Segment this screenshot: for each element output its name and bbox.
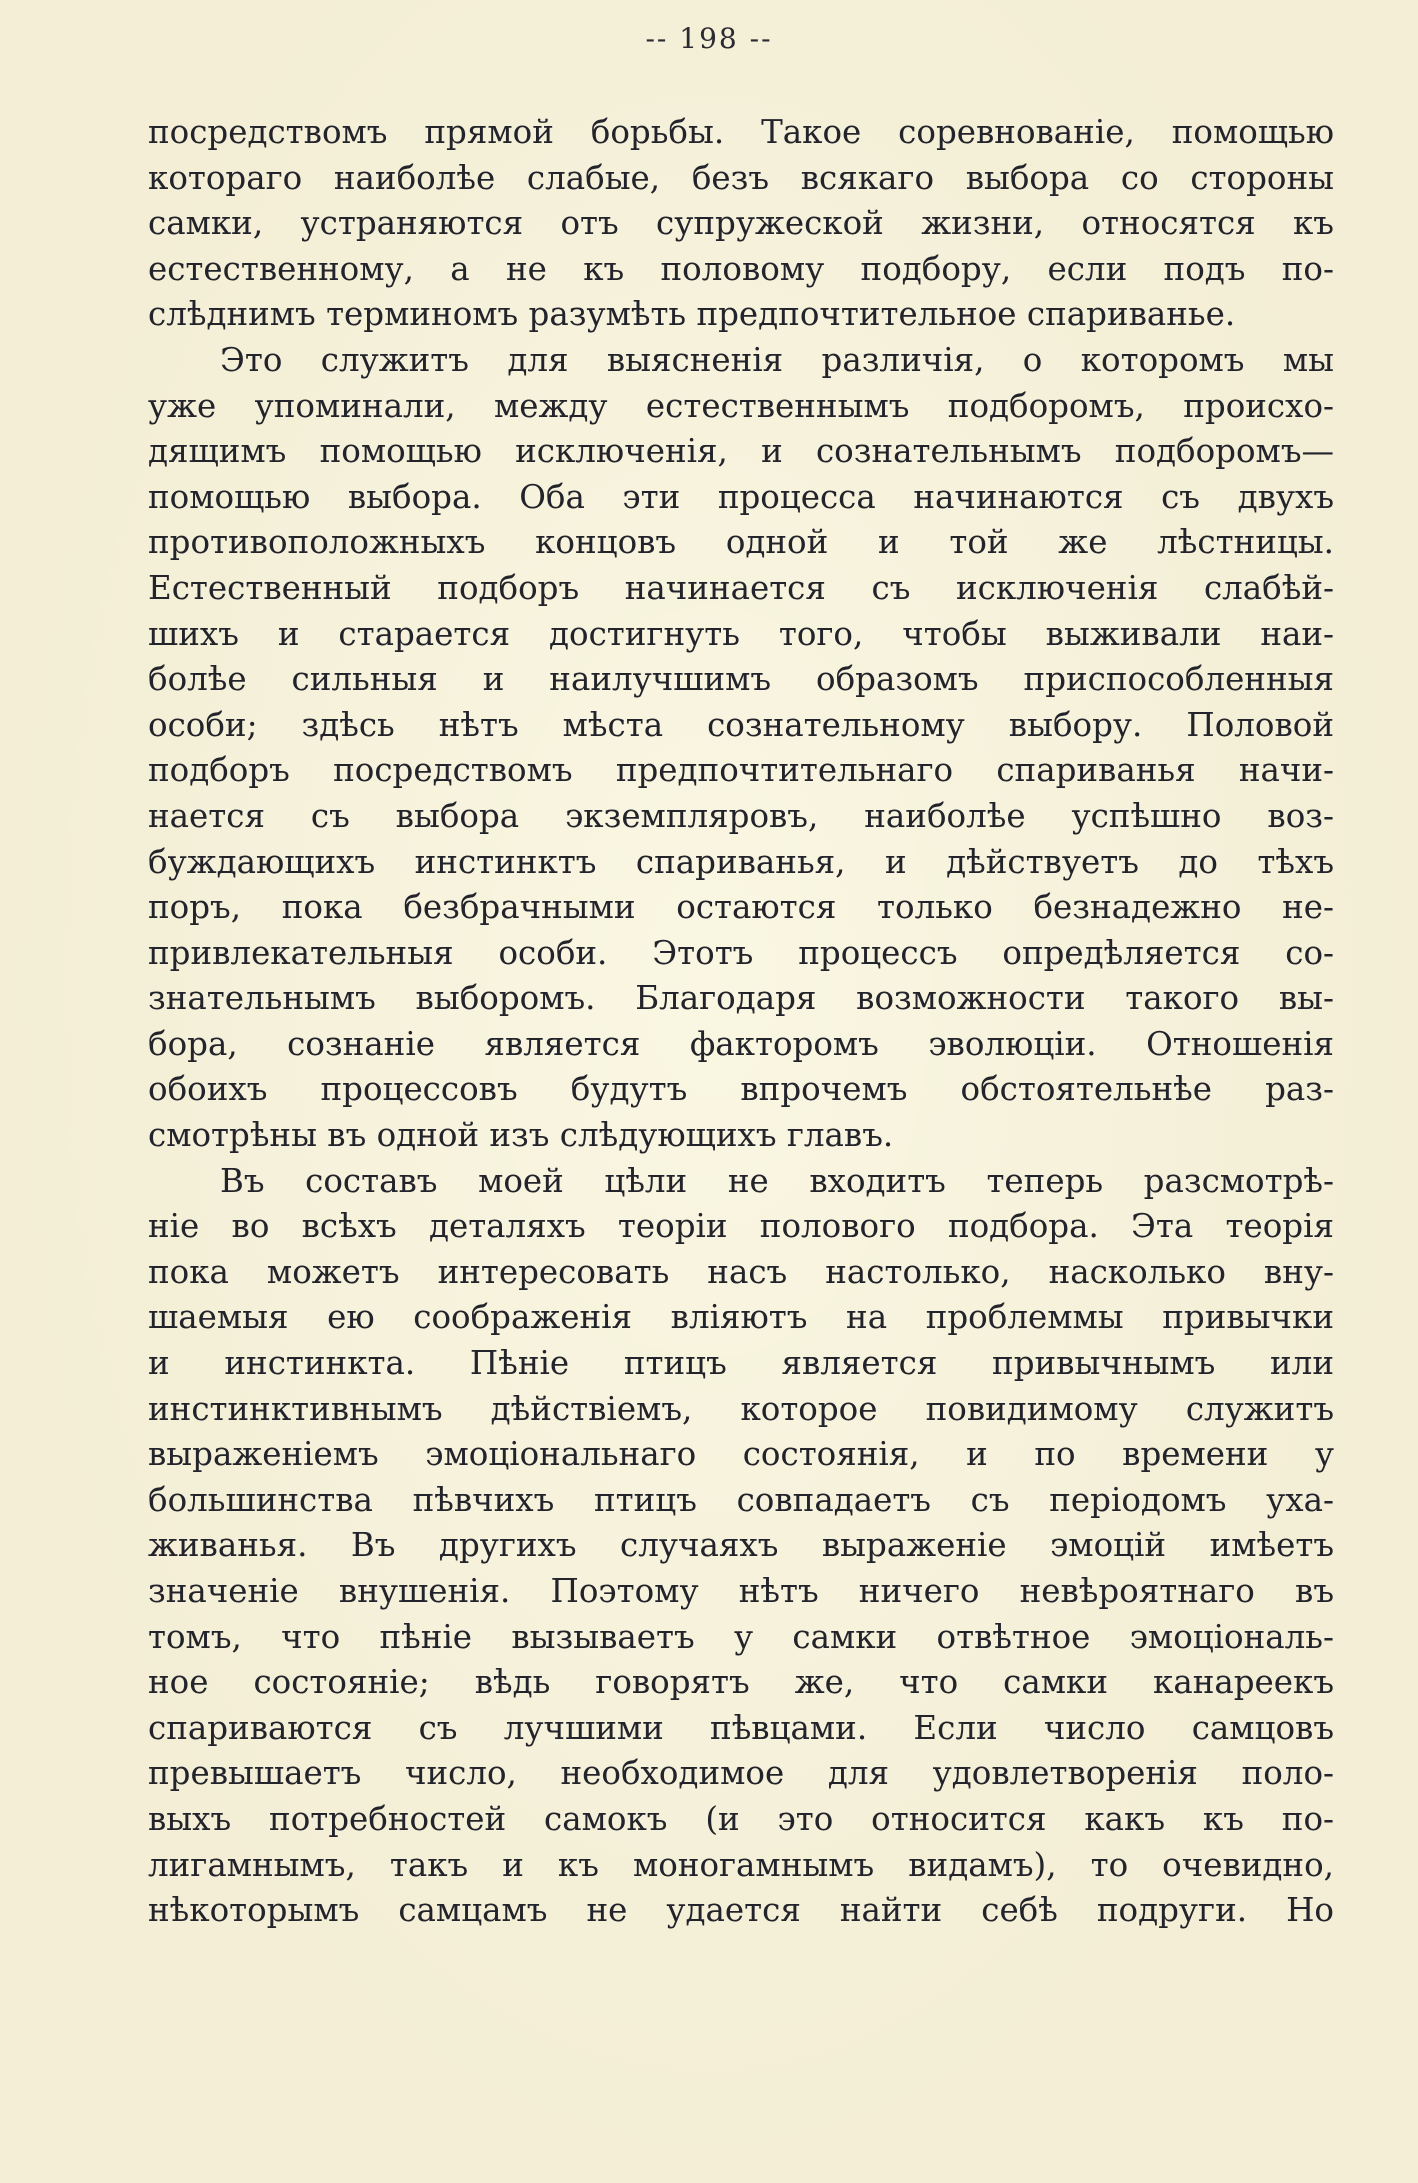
text-line: посредствомъ прямой борьбы. Такое соревнованіе, помощью (148, 113, 1334, 151)
text-line: знательнымъ выборомъ. Благодаря возможности такого вы- (148, 979, 1334, 1018)
text-line: ніе во всѣхъ деталяхъ теоріи полового подбора. Эта теорія (148, 1207, 1334, 1246)
text-line: шихъ и старается достигнуть того, чтобы выживали наи- (148, 614, 1334, 653)
text-line: обоихъ процессовъ будутъ впрочемъ обстоятельнѣе раз- (148, 1070, 1334, 1109)
text-line: инстинктивнымъ дѣйствіемъ, которое повидимому служитъ (148, 1389, 1334, 1428)
text-line: поръ, пока безбрачными остаются только безнадежно не- (148, 888, 1334, 927)
page-number: -- 198 -- (645, 22, 773, 55)
text-line: значеніе внушенія. Поэтому нѣтъ ничего невѣроятнаго въ (148, 1572, 1334, 1610)
text-line: ное состояніе; вѣдь говорятъ же, что самки канареекъ (148, 1663, 1334, 1702)
text-line: Это служитъ для выясненія различія, о которомъ мы (220, 340, 1334, 379)
text-line: большинства пѣвчихъ птицъ совпадаетъ съ періодомъ уха- (148, 1480, 1334, 1519)
text-line: особи; здѣсь нѣтъ мѣста сознательному выбору. Половой (148, 705, 1334, 744)
text-line: томъ, что пѣніе вызываетъ у самки отвѣтное эмоціональ- (148, 1617, 1334, 1656)
text-line: привлекательныя особи. Этотъ процессъ опредѣляется со- (148, 933, 1334, 972)
text-line: дящимъ помощью исключенія, и сознательнымъ подборомъ— (148, 432, 1334, 471)
text-line: буждающихъ инстинктъ спариванья, и дѣйствуетъ до тѣхъ (148, 842, 1334, 881)
text-line: пока можетъ интересовать насъ настолько, насколько вну- (148, 1252, 1334, 1291)
body-text (148, 110, 1334, 1934)
text-line: превышаетъ число, необходимое для удовлетворенія поло- (148, 1754, 1334, 1793)
text-line: спариваются съ лучшими пѣвцами. Если число самцовъ (148, 1708, 1334, 1747)
text-line: котораго наиболѣе слабые, безъ всякаго выбора со стороны (148, 158, 1334, 197)
text-line: нается съ выбора экземпляровъ, наиболѣе успѣшно воз- (148, 796, 1334, 835)
text-line: и инстинкта. Пѣніе птицъ является привычнымъ или (148, 1344, 1334, 1383)
text-line: выраженіемъ эмоціональнаго состоянія, и по времени у (148, 1435, 1334, 1474)
text-line: лигамнымъ, такъ и къ моногамнымъ видамъ), то очевидно, (148, 1845, 1334, 1884)
text-line: выхъ потребностей самокъ (и это относится какъ къ по- (148, 1799, 1334, 1838)
text-line: бора, сознаніе является факторомъ эволюціи. Отношенія (148, 1024, 1334, 1063)
text-line: живанья. Въ другихъ случаяхъ выраженіе эмоцій имѣетъ (148, 1526, 1334, 1565)
text-line: смотрѣны въ одной изъ слѣдующихъ главъ. (148, 1116, 894, 1155)
text-line: Въ составъ моей цѣли не входитъ теперь разсмотрѣ- (220, 1161, 1334, 1200)
text-line: уже упоминали, между естественнымъ подборомъ, происхо- (148, 386, 1334, 425)
text-line: шаемыя ею соображенія вліяютъ на проблеммы привычки (148, 1298, 1334, 1337)
text-line: болѣе сильныя и наилучшимъ образомъ приспособленныя (148, 660, 1334, 699)
text-line: противоположныхъ концовъ одной и той же лѣстницы. (148, 523, 1334, 562)
text-line: самки, устраняются отъ супружеской жизни, относятся къ (148, 204, 1334, 243)
text-line: естественному, а не къ половому подбору, если подъ по- (148, 249, 1334, 288)
text-line: Естественный подборъ начинается съ исключенія слабѣй- (148, 568, 1334, 607)
text-line: помощью выбора. Оба эти процесса начинаются съ двухъ (148, 477, 1334, 516)
text-line: нѣкоторымъ самцамъ не удается найти себѣ подруги. Но (148, 1891, 1334, 1930)
text-line: подборъ посредствомъ предпочтительнаго спариванья начи- (148, 751, 1334, 790)
text-line: слѣднимъ терминомъ разумѣть предпочтительное спариванье. (148, 295, 1236, 334)
